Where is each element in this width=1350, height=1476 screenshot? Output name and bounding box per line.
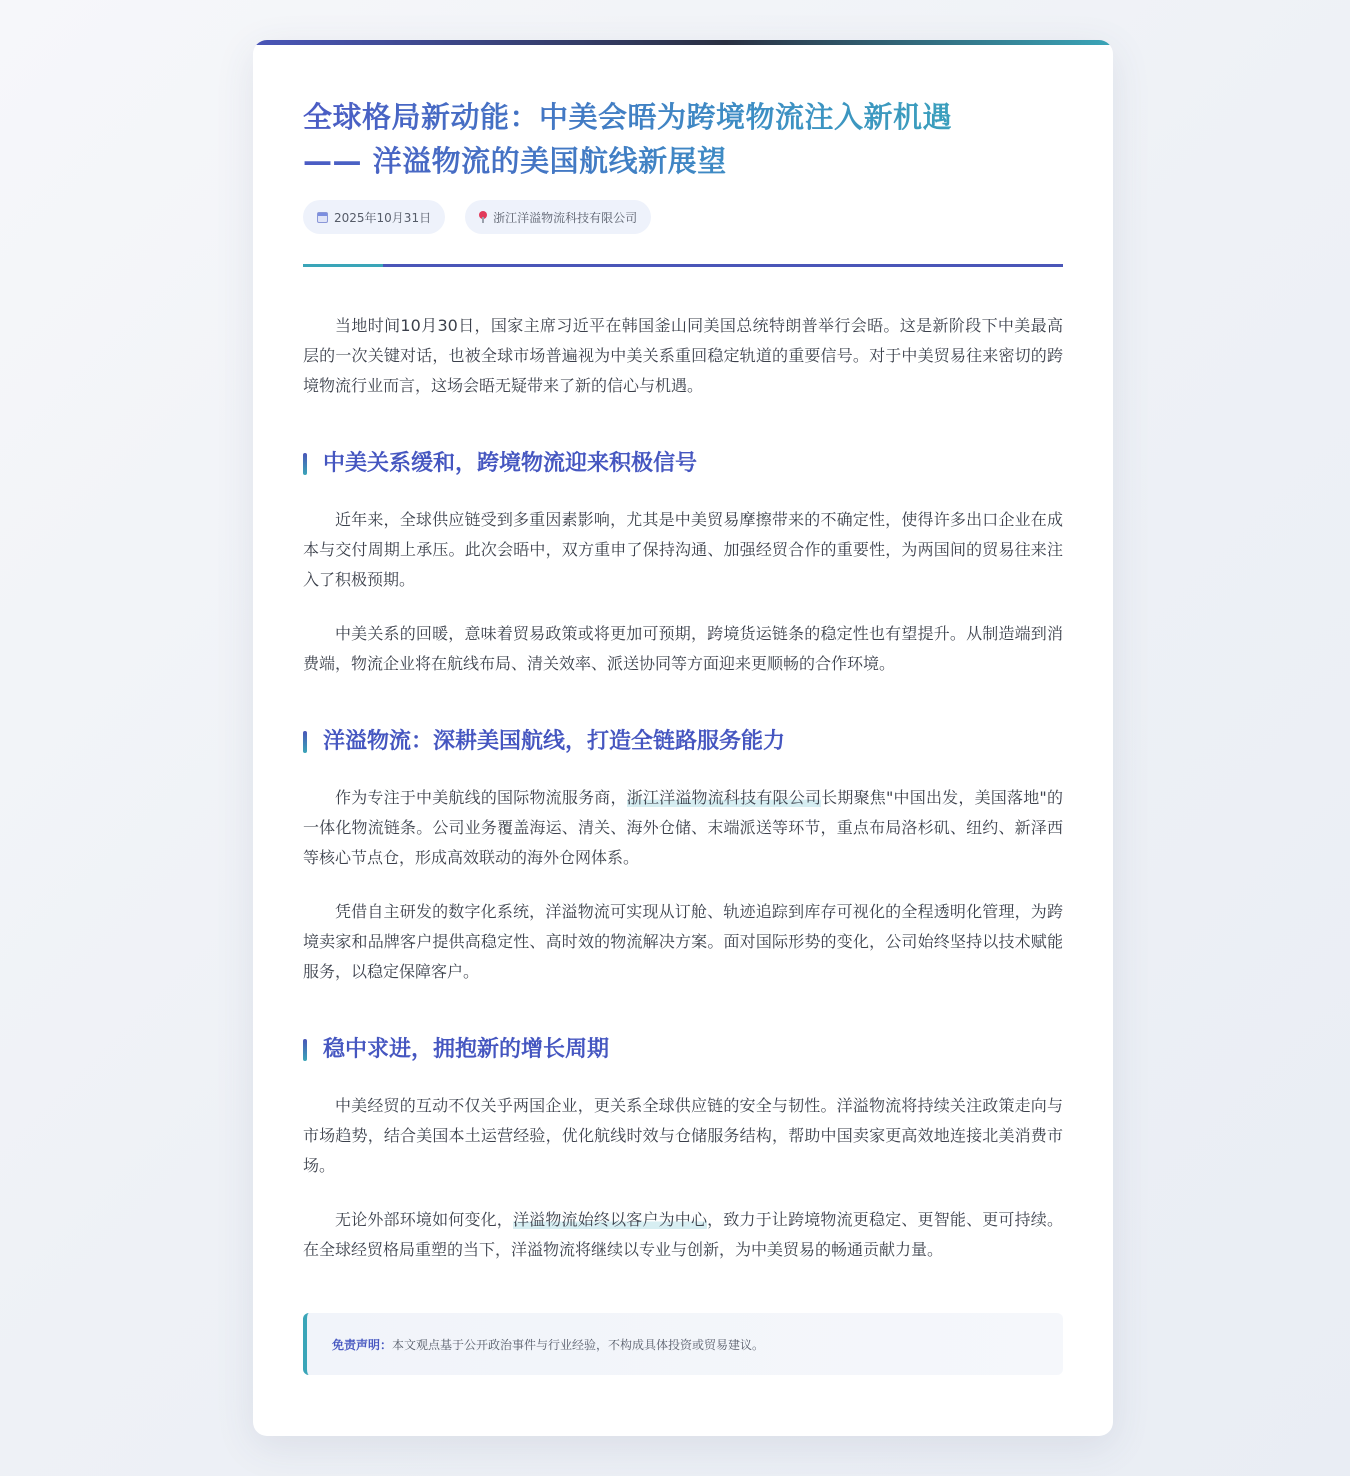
section-3-p2-rest: ，致力于让跨境物流更稳定、更智能、更可持续。在全球经贸格局重塑的当下，洋溢物流将继续以专业与创新，为中美贸易的畅通贡献力量。 [303, 1210, 1063, 1259]
section-heading-3: 稳中求进，拥抱新的增长周期 [303, 1035, 1063, 1065]
publish-date: 2025年10月31日 [334, 210, 432, 225]
disclaimer-label: 免责声明： [332, 1337, 393, 1352]
title-divider [303, 264, 1063, 267]
disclaimer-text: 本文观点基于公开政治事件与行业经验，不构成具体投资或贸易建议。 [392, 1337, 765, 1352]
pin-icon [479, 211, 487, 223]
article-title [303, 95, 1063, 183]
section-heading-1: 中美关系缓和，跨境物流迎来积极信号 [303, 449, 1063, 479]
company-badge [465, 200, 651, 234]
section-2-p1-lead: 作为专注于中美航线的国际物流服务商， [335, 788, 627, 807]
article-body [303, 95, 1063, 1375]
section-1-paragraph-1: 近年来，全球供应链受到多重因素影响，尤其是中美贸易摩擦带来的不确定性，使得许多出口企业在成本与交付周期上承压。此次会晤中，双方重申了保持沟通、加强经贸合作的重要性，为两国间的贸易往来注入了积极预期。 [303, 510, 1063, 589]
article-title-line1: 全球格局新动能：中美会晤为跨境物流注入新机遇 [303, 100, 953, 134]
section-2-paragraph-2: 凭借自主研发的数字化系统，洋溢物流可实现从订舱、轨迹追踪到库存可视化的全程透明化管理，为跨境卖家和品牌客户提供高稳定性、高时效的物流解决方案。面对国际形势的变化，公司始终坚持以技术赋能服务，以稳定保障客户。 [303, 902, 1063, 981]
section-3-p2-lead: 无论外部环境如何变化， [335, 1210, 513, 1229]
section-1-paragraph-2: 中美关系的回暖，意味着贸易政策或将更加可预期，跨境货运链条的稳定性也有望提升。从制造端到消费端，物流企业将在航线布局、清关效率、派送协同等方面迎来更顺畅的合作环境。 [303, 624, 1063, 673]
section-heading-2: 洋溢物流：深耕美国航线，打造全链路服务能力 [303, 727, 1063, 757]
intro-paragraph: 当地时间10月30日，国家主席习近平在韩国釜山同美国总统特朗普举行会晤。这是新阶段下中美最高层的一次关键对话，也被全球市场普遍视为中美关系重回稳定轨道的重要信号。对于中美贸易往来密切的跨境物流行业而言，这场会晤无疑带来了新的信心与机遇。 [303, 316, 1063, 395]
company-highlight: 浙江洋溢物流科技有限公司 [626, 788, 822, 807]
calendar-icon [317, 212, 328, 223]
article-card [253, 40, 1113, 1436]
section-2-paragraph-1 [303, 783, 1063, 873]
article-meta [303, 200, 1063, 234]
disclaimer-box [303, 1313, 1063, 1375]
card-top-accent-bar [253, 40, 1113, 45]
section-3-paragraph-1: 中美经贸的互动不仅关乎两国企业，更关系全球供应链的安全与韧性。洋溢物流将持续关注政策走向与市场趋势，结合美国本土运营经验，优化航线时效与仓储服务结构，帮助中国卖家更高效地连接北美消费市场。 [303, 1096, 1063, 1175]
section-2-p1-rest: 长期聚焦"中国出发，美国落地"的一体化物流链条。公司业务覆盖海运、清关、海外仓储、末端派送等环节，重点布局洛杉矶、纽约、新泽西等核心节点仓，形成高效联动的海外仓网体系。 [303, 788, 1063, 867]
section-3-paragraph-2 [303, 1205, 1063, 1265]
date-badge [303, 200, 445, 234]
article-title-line2: —— 洋溢物流的美国航线新展望 [303, 144, 727, 178]
customer-highlight: 洋溢物流始终以客户为中心 [513, 1210, 708, 1229]
company-name: 浙江洋溢物流科技有限公司 [493, 210, 638, 225]
